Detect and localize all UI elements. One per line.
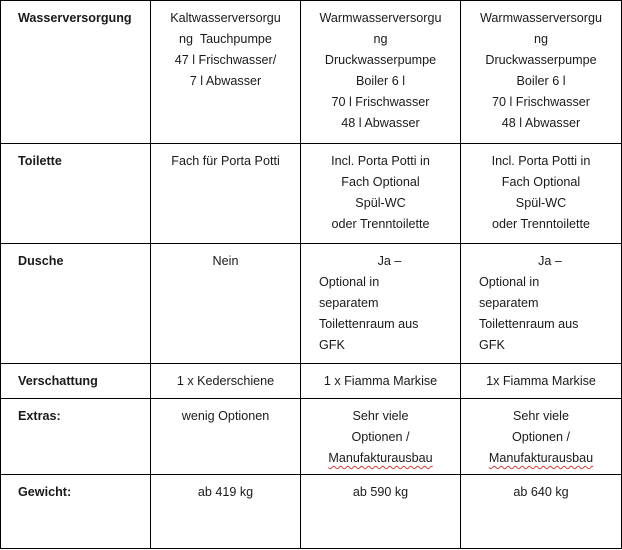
row-label: Gewicht:: [1, 475, 151, 549]
row-gewicht: [1, 475, 622, 549]
cell: 1x Fiamma Markise: [461, 364, 622, 399]
spellcheck-underlined-text: Manufakturausbau: [488, 451, 594, 465]
cell: ab 419 kg: [151, 475, 301, 549]
row-verschattung: [1, 364, 622, 399]
cell: Warmwasserversorgu ng Druckwasserpumpe Boiler 6 l 70 l Frischwasser 48 l Abwasser: [461, 1, 622, 144]
row-extras: [1, 399, 622, 475]
cell: Sehr viele Optionen / Manufakturausbau: [461, 399, 622, 475]
cell: 1 x Fiamma Markise: [301, 364, 461, 399]
cell: ab 590 kg: [301, 475, 461, 549]
cell: 1 x Kederschiene: [151, 364, 301, 399]
cell: Incl. Porta Potti in Fach Optional Spül-WC oder Trenntoilette: [461, 144, 622, 244]
cell: Fach für Porta Potti: [151, 144, 301, 244]
cell: ab 640 kg: [461, 475, 622, 549]
row-dusche: [1, 244, 622, 364]
cell: Ja – Optional in separatem Toilettenraum aus GFK: [461, 244, 622, 364]
cell: Sehr viele Optionen / Manufakturausbau: [301, 399, 461, 475]
cell: Incl. Porta Potti in Fach Optional Spül-WC oder Trenntoilette: [301, 144, 461, 244]
cell: Nein: [151, 244, 301, 364]
row-label: Dusche: [1, 244, 151, 364]
row-label: Extras:: [1, 399, 151, 475]
spellcheck-underlined-text: Manufakturausbau: [328, 451, 433, 465]
row-label: Verschattung: [1, 364, 151, 399]
row-wasserversorgung: [1, 1, 622, 144]
cell: wenig Optionen: [151, 399, 301, 475]
cell: Warmwasserversorgu ng Druckwasserpumpe Boiler 6 l 70 l Frischwasser 48 l Abwasser: [301, 1, 461, 144]
row-label: Toilette: [1, 144, 151, 244]
cell: Kaltwasserversorgu ng Tauchpumpe 47 l Frischwasser/ 7 l Abwasser: [151, 1, 301, 144]
cell: Ja – Optional in separatem Toilettenraum aus GFK: [301, 244, 461, 364]
row-label: Wasserversorgung: [1, 1, 151, 144]
row-toilette: [1, 144, 622, 244]
